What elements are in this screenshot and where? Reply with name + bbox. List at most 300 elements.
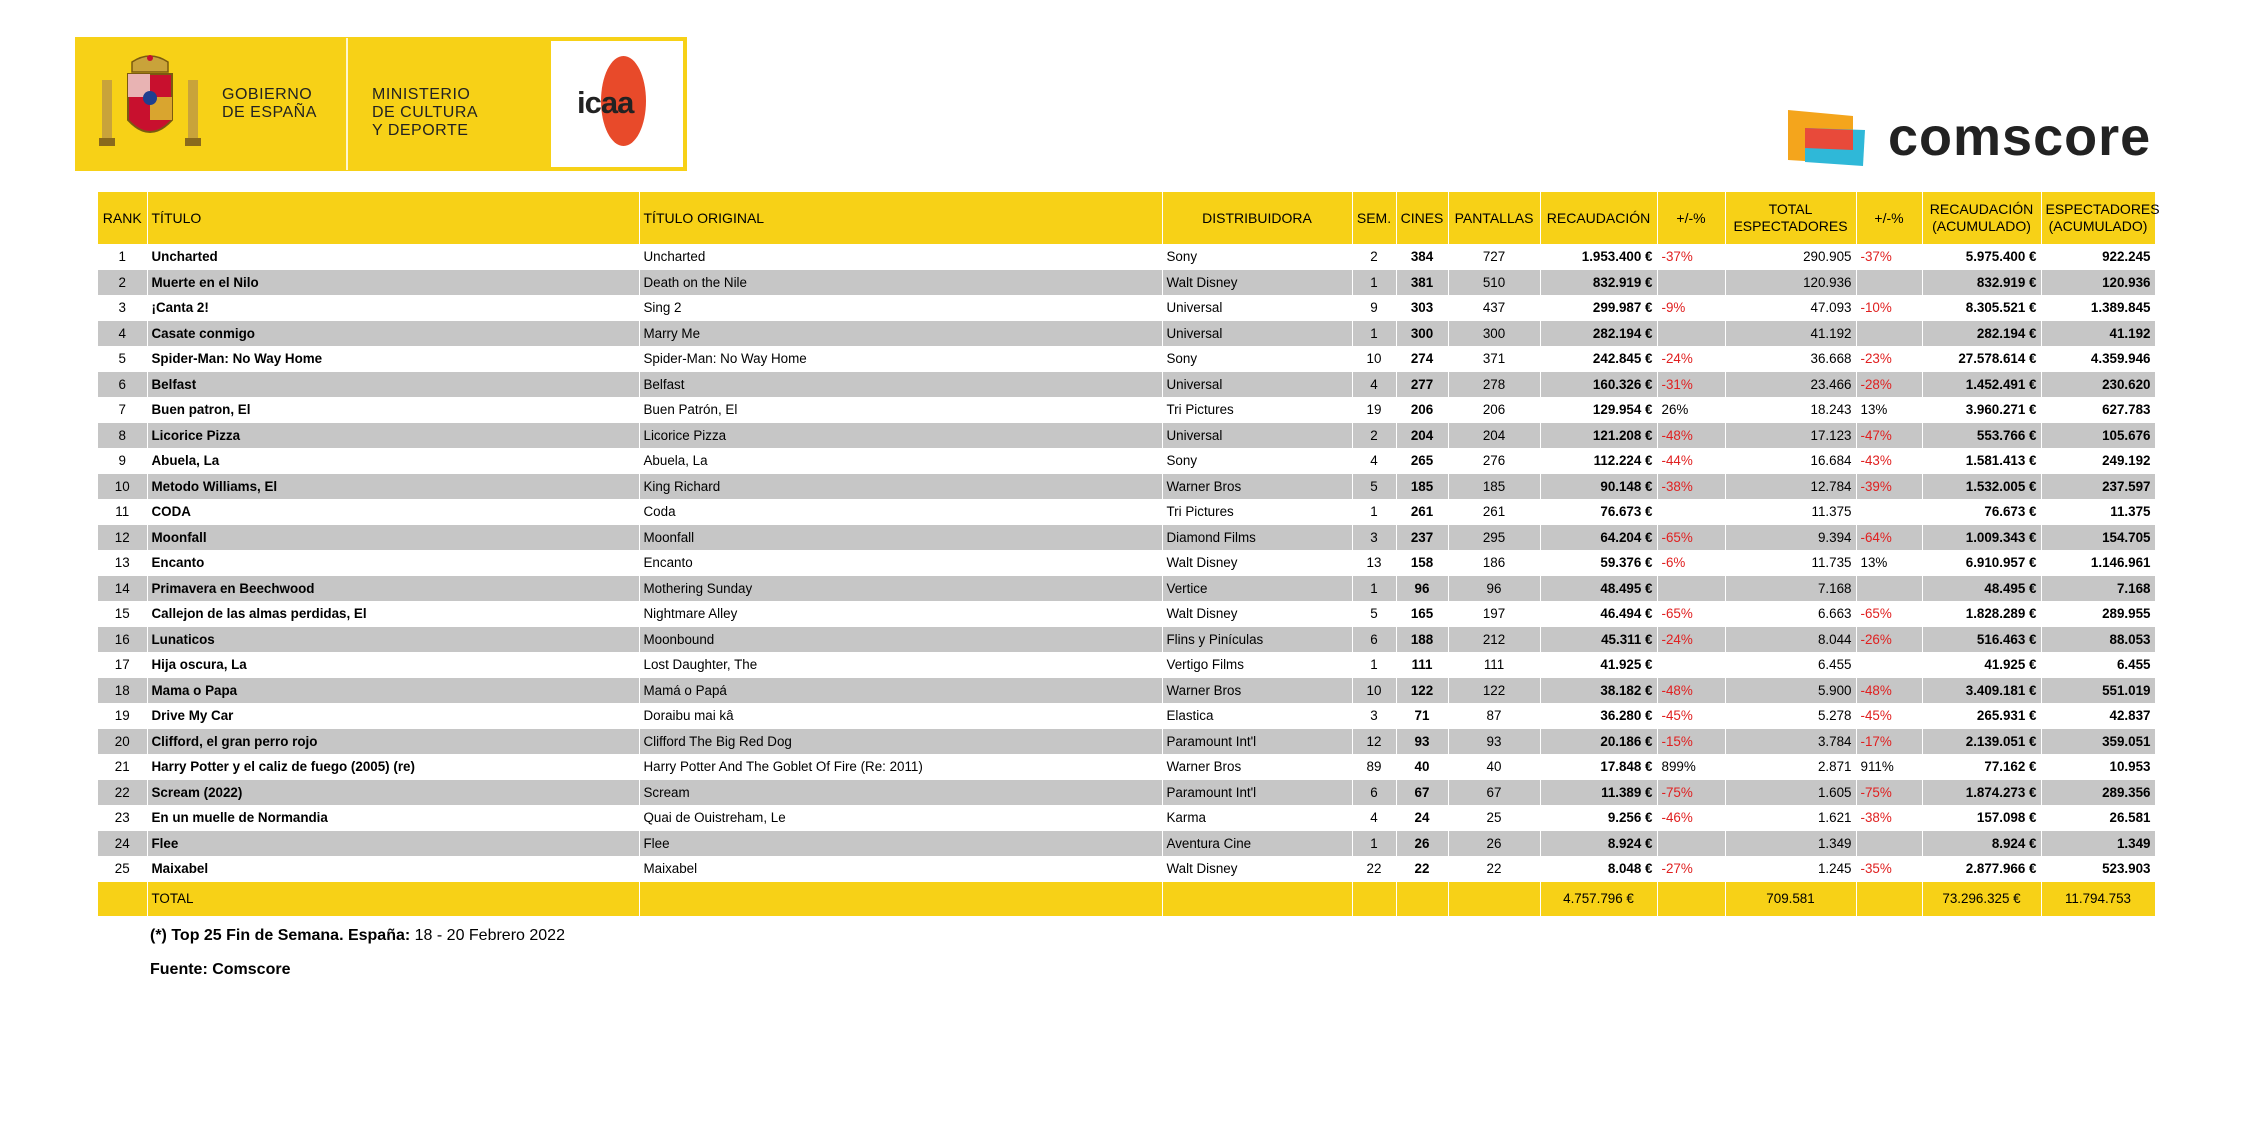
- total-recaudacion-acumulado: 73.296.325 €: [1922, 882, 2041, 916]
- cell-sem: 5: [1352, 601, 1396, 627]
- banner-divider: [346, 38, 348, 170]
- header-total-espectadores: TOTAL ESPECTADORES: [1725, 192, 1856, 244]
- cell-racu: 1.452.491 €: [1922, 372, 2041, 398]
- cell-rank: 17: [98, 652, 147, 678]
- cell-v2: -39%: [1856, 474, 1922, 500]
- cell-v2: -10%: [1856, 295, 1922, 321]
- cell-esp: 36.668: [1725, 346, 1856, 372]
- cell-racu: 3.409.181 €: [1922, 678, 2041, 704]
- cell-sem: 3: [1352, 703, 1396, 729]
- comscore-mark-icon: [1785, 106, 1875, 176]
- cell-rec: 129.954 €: [1540, 397, 1657, 423]
- cell-original: Scream: [639, 780, 1162, 806]
- cell-rec: 160.326 €: [1540, 372, 1657, 398]
- cell-pant: 111: [1448, 652, 1540, 678]
- cell-v2: -43%: [1856, 448, 1922, 474]
- cell-rec: 76.673 €: [1540, 499, 1657, 525]
- cell-rec: 41.925 €: [1540, 652, 1657, 678]
- cell-cines: 93: [1396, 729, 1448, 755]
- cell-esp: 16.684: [1725, 448, 1856, 474]
- table-row: [98, 372, 2155, 398]
- cell-sem: 2: [1352, 244, 1396, 270]
- cell-sem: 4: [1352, 448, 1396, 474]
- table-row: [98, 729, 2155, 755]
- cell-original: King Richard: [639, 474, 1162, 500]
- cell-eacu: 237.597: [2041, 474, 2155, 500]
- cell-eacu: 120.936: [2041, 270, 2155, 296]
- cell-sem: 10: [1352, 346, 1396, 372]
- cell-original: Mothering Sunday: [639, 576, 1162, 602]
- cell-cines: 384: [1396, 244, 1448, 270]
- cell-cines: 71: [1396, 703, 1448, 729]
- cell-esp: 41.192: [1725, 321, 1856, 347]
- cell-v2: -26%: [1856, 627, 1922, 653]
- cell-rank: 12: [98, 525, 147, 551]
- cell-eacu: 249.192: [2041, 448, 2155, 474]
- cell-original: Mamá o Papá: [639, 678, 1162, 704]
- cell-racu: 27.578.614 €: [1922, 346, 2041, 372]
- cell-eacu: 230.620: [2041, 372, 2155, 398]
- cell-esp: 5.278: [1725, 703, 1856, 729]
- source-line: Fuente: Comscore: [150, 961, 291, 978]
- header-espectadores-acumulado: ESPECTADORES (ACUMULADO): [2041, 192, 2155, 244]
- cell-cines: 237: [1396, 525, 1448, 551]
- cell-rank: 19: [98, 703, 147, 729]
- cell-racu: 832.919 €: [1922, 270, 2041, 296]
- cell-esp: 47.093: [1725, 295, 1856, 321]
- cell-sem: 6: [1352, 627, 1396, 653]
- cell-original: Spider-Man: No Way Home: [639, 346, 1162, 372]
- header-var2: +/-%: [1856, 192, 1922, 244]
- cell-original: Clifford The Big Red Dog: [639, 729, 1162, 755]
- cell-eacu: 154.705: [2041, 525, 2155, 551]
- cell-cines: 381: [1396, 270, 1448, 296]
- cell-original: Nightmare Alley: [639, 601, 1162, 627]
- cell-v2: -17%: [1856, 729, 1922, 755]
- cell-rank: 15: [98, 601, 147, 627]
- cell-v2: [1856, 321, 1922, 347]
- cell-rank: 16: [98, 627, 147, 653]
- cell-dist: Elastica: [1162, 703, 1352, 729]
- cell-sem: 4: [1352, 805, 1396, 831]
- cell-cines: 111: [1396, 652, 1448, 678]
- cell-v1: [1657, 576, 1725, 602]
- cell-dist: Universal: [1162, 372, 1352, 398]
- cell-rank: 1: [98, 244, 147, 270]
- cell-titulo: Clifford, el gran perro rojo: [147, 729, 639, 755]
- cell-titulo: En un muelle de Normandia: [147, 805, 639, 831]
- cell-rank: 14: [98, 576, 147, 602]
- cell-rec: 8.048 €: [1540, 856, 1657, 882]
- cell-v1: -46%: [1657, 805, 1725, 831]
- cell-esp: 120.936: [1725, 270, 1856, 296]
- cell-pant: 204: [1448, 423, 1540, 449]
- cell-eacu: 11.375: [2041, 499, 2155, 525]
- cell-v1: -24%: [1657, 627, 1725, 653]
- total-label: TOTAL: [147, 882, 639, 916]
- cell-titulo: Lunaticos: [147, 627, 639, 653]
- coat-of-arms-icon: [98, 52, 202, 156]
- cell-v1: -65%: [1657, 525, 1725, 551]
- cell-rec: 48.495 €: [1540, 576, 1657, 602]
- cell-v1: 899%: [1657, 754, 1725, 780]
- cell-sem: 9: [1352, 295, 1396, 321]
- cell-original: Uncharted: [639, 244, 1162, 270]
- cell-titulo: Hija oscura, La: [147, 652, 639, 678]
- footnote: [150, 927, 565, 945]
- cell-rank: 18: [98, 678, 147, 704]
- cell-titulo: Uncharted: [147, 244, 639, 270]
- cell-pant: 261: [1448, 499, 1540, 525]
- cell-rec: 112.224 €: [1540, 448, 1657, 474]
- header-cines: CINES: [1396, 192, 1448, 244]
- cell-sem: 6: [1352, 780, 1396, 806]
- cell-pant: 276: [1448, 448, 1540, 474]
- table-row: [98, 550, 2155, 576]
- cell-v2: -45%: [1856, 703, 1922, 729]
- header-sem: SEM.: [1352, 192, 1396, 244]
- cell-v1: -75%: [1657, 780, 1725, 806]
- cell-cines: 204: [1396, 423, 1448, 449]
- cell-v1: -27%: [1657, 856, 1725, 882]
- gobierno-banner: [75, 37, 687, 171]
- cell-racu: 76.673 €: [1922, 499, 2041, 525]
- cell-titulo: Buen patron, El: [147, 397, 639, 423]
- header-rank: RANK: [98, 192, 147, 244]
- cell-racu: 1.532.005 €: [1922, 474, 2041, 500]
- cell-pant: 67: [1448, 780, 1540, 806]
- cell-cines: 277: [1396, 372, 1448, 398]
- cell-rank: 21: [98, 754, 147, 780]
- total-espectadores: 709.581: [1725, 882, 1856, 916]
- cell-sem: 19: [1352, 397, 1396, 423]
- footnote-label: (*) Top 25 Fin de Semana. España:: [150, 927, 411, 944]
- cell-cines: 265: [1396, 448, 1448, 474]
- cell-titulo: Callejon de las almas perdidas, El: [147, 601, 639, 627]
- cell-sem: 13: [1352, 550, 1396, 576]
- cell-original: Sing 2: [639, 295, 1162, 321]
- cell-dist: Sony: [1162, 448, 1352, 474]
- cell-rank: 6: [98, 372, 147, 398]
- header-pantallas: PANTALLAS: [1448, 192, 1540, 244]
- cell-v1: -44%: [1657, 448, 1725, 474]
- cell-titulo: CODA: [147, 499, 639, 525]
- cell-pant: 96: [1448, 576, 1540, 602]
- cell-eacu: 1.389.845: [2041, 295, 2155, 321]
- cell-pant: 185: [1448, 474, 1540, 500]
- cell-cines: 261: [1396, 499, 1448, 525]
- cell-esp: 9.394: [1725, 525, 1856, 551]
- cell-cines: 165: [1396, 601, 1448, 627]
- header-distribuidora: DISTRIBUIDORA: [1162, 192, 1352, 244]
- cell-dist: Tri Pictures: [1162, 499, 1352, 525]
- cell-rank: 2: [98, 270, 147, 296]
- cell-eacu: 10.953: [2041, 754, 2155, 780]
- cell-v1: [1657, 652, 1725, 678]
- cell-v2: -23%: [1856, 346, 1922, 372]
- cell-rank: 11: [98, 499, 147, 525]
- cell-cines: 67: [1396, 780, 1448, 806]
- cell-eacu: 289.356: [2041, 780, 2155, 806]
- table-row: [98, 499, 2155, 525]
- table-row: [98, 346, 2155, 372]
- cell-v1: -37%: [1657, 244, 1725, 270]
- cell-pant: 295: [1448, 525, 1540, 551]
- cell-cines: 185: [1396, 474, 1448, 500]
- cell-v1: [1657, 499, 1725, 525]
- cell-pant: 371: [1448, 346, 1540, 372]
- cell-rank: 24: [98, 831, 147, 857]
- cell-original: Abuela, La: [639, 448, 1162, 474]
- cell-cines: 158: [1396, 550, 1448, 576]
- cell-dist: Warner Bros: [1162, 754, 1352, 780]
- cell-racu: 282.194 €: [1922, 321, 2041, 347]
- footnote-dates: 18 - 20 Febrero 2022: [410, 927, 565, 944]
- cell-esp: 1.349: [1725, 831, 1856, 857]
- cell-rank: 7: [98, 397, 147, 423]
- table-row: [98, 780, 2155, 806]
- cell-dist: Sony: [1162, 346, 1352, 372]
- cell-sem: 1: [1352, 576, 1396, 602]
- cell-original: Flee: [639, 831, 1162, 857]
- cell-eacu: 26.581: [2041, 805, 2155, 831]
- cell-titulo: Muerte en el Nilo: [147, 270, 639, 296]
- cell-dist: Vertice: [1162, 576, 1352, 602]
- cell-v1: [1657, 270, 1725, 296]
- cell-rec: 38.182 €: [1540, 678, 1657, 704]
- cell-v1: -45%: [1657, 703, 1725, 729]
- cell-esp: 6.663: [1725, 601, 1856, 627]
- cell-titulo: ¡Canta 2!: [147, 295, 639, 321]
- cell-racu: 553.766 €: [1922, 423, 2041, 449]
- table-row: [98, 321, 2155, 347]
- cell-rank: 8: [98, 423, 147, 449]
- cell-rec: 299.987 €: [1540, 295, 1657, 321]
- cell-cines: 22: [1396, 856, 1448, 882]
- cell-titulo: Flee: [147, 831, 639, 857]
- cell-esp: 11.735: [1725, 550, 1856, 576]
- cell-pant: 25: [1448, 805, 1540, 831]
- cell-sem: 2: [1352, 423, 1396, 449]
- table-row: [98, 448, 2155, 474]
- header-recaudacion: RECAUDACIÓN: [1540, 192, 1657, 244]
- cell-original: Doraibu mai kâ: [639, 703, 1162, 729]
- cell-racu: 1.874.273 €: [1922, 780, 2041, 806]
- cell-sem: 22: [1352, 856, 1396, 882]
- cell-esp: 1.621: [1725, 805, 1856, 831]
- total-espectadores-acumulado: 11.794.753: [2041, 882, 2155, 916]
- cell-v2: 13%: [1856, 397, 1922, 423]
- cell-dist: Warner Bros: [1162, 474, 1352, 500]
- cell-sem: 5: [1352, 474, 1396, 500]
- cell-racu: 1.009.343 €: [1922, 525, 2041, 551]
- table-row: [98, 805, 2155, 831]
- cell-eacu: 6.455: [2041, 652, 2155, 678]
- cell-racu: 1.828.289 €: [1922, 601, 2041, 627]
- cell-rec: 20.186 €: [1540, 729, 1657, 755]
- cell-racu: 157.098 €: [1922, 805, 2041, 831]
- cell-titulo: Primavera en Beechwood: [147, 576, 639, 602]
- cell-v1: -9%: [1657, 295, 1725, 321]
- cell-rec: 90.148 €: [1540, 474, 1657, 500]
- cell-rank: 20: [98, 729, 147, 755]
- cell-cines: 26: [1396, 831, 1448, 857]
- cell-pant: 93: [1448, 729, 1540, 755]
- table-row: [98, 525, 2155, 551]
- cell-sem: 1: [1352, 652, 1396, 678]
- cell-v2: [1856, 831, 1922, 857]
- cell-v1: -48%: [1657, 423, 1725, 449]
- cell-original: Encanto: [639, 550, 1162, 576]
- cell-rank: 4: [98, 321, 147, 347]
- cell-dist: Vertigo Films: [1162, 652, 1352, 678]
- cell-sem: 12: [1352, 729, 1396, 755]
- cell-titulo: Moonfall: [147, 525, 639, 551]
- cell-dist: Walt Disney: [1162, 856, 1352, 882]
- cell-rank: 10: [98, 474, 147, 500]
- cell-dist: Walt Disney: [1162, 270, 1352, 296]
- cell-titulo: Spider-Man: No Way Home: [147, 346, 639, 372]
- cell-esp: 12.784: [1725, 474, 1856, 500]
- cell-rank: 25: [98, 856, 147, 882]
- cell-racu: 48.495 €: [1922, 576, 2041, 602]
- cell-dist: Flins y Pinículas: [1162, 627, 1352, 653]
- cell-racu: 516.463 €: [1922, 627, 2041, 653]
- cell-original: Belfast: [639, 372, 1162, 398]
- cell-v2: [1856, 576, 1922, 602]
- cell-racu: 6.910.957 €: [1922, 550, 2041, 576]
- cell-v2: -48%: [1856, 678, 1922, 704]
- cell-dist: Walt Disney: [1162, 601, 1352, 627]
- cell-original: Death on the Nile: [639, 270, 1162, 296]
- cell-sem: 1: [1352, 499, 1396, 525]
- cell-esp: 18.243: [1725, 397, 1856, 423]
- cell-racu: 8.924 €: [1922, 831, 2041, 857]
- table-row: [98, 295, 2155, 321]
- cell-pant: 40: [1448, 754, 1540, 780]
- cell-titulo: Metodo Williams, El: [147, 474, 639, 500]
- cell-titulo: Abuela, La: [147, 448, 639, 474]
- cell-pant: 510: [1448, 270, 1540, 296]
- cell-esp: 2.871: [1725, 754, 1856, 780]
- cell-rec: 11.389 €: [1540, 780, 1657, 806]
- cell-cines: 122: [1396, 678, 1448, 704]
- cell-esp: 11.375: [1725, 499, 1856, 525]
- cell-dist: Universal: [1162, 295, 1352, 321]
- cell-esp: 1.245: [1725, 856, 1856, 882]
- cell-rec: 8.924 €: [1540, 831, 1657, 857]
- cell-eacu: 4.359.946: [2041, 346, 2155, 372]
- cell-esp: 17.123: [1725, 423, 1856, 449]
- cell-cines: 274: [1396, 346, 1448, 372]
- cell-rec: 45.311 €: [1540, 627, 1657, 653]
- cell-v2: 13%: [1856, 550, 1922, 576]
- cell-v2: -65%: [1856, 601, 1922, 627]
- cell-rank: 13: [98, 550, 147, 576]
- icaa-logo: icaa: [548, 38, 686, 170]
- table-row: [98, 678, 2155, 704]
- cell-rec: 1.953.400 €: [1540, 244, 1657, 270]
- cell-racu: 77.162 €: [1922, 754, 2041, 780]
- cell-cines: 303: [1396, 295, 1448, 321]
- cell-original: Quai de Ouistreham, Le: [639, 805, 1162, 831]
- cell-v2: 911%: [1856, 754, 1922, 780]
- cell-cines: 188: [1396, 627, 1448, 653]
- cell-pant: 26: [1448, 831, 1540, 857]
- cell-eacu: 1.349: [2041, 831, 2155, 857]
- comscore-logo: comscore: [1785, 106, 2165, 176]
- cell-sem: 10: [1352, 678, 1396, 704]
- box-office-table: [98, 192, 2160, 916]
- cell-v2: [1856, 270, 1922, 296]
- cell-dist: Karma: [1162, 805, 1352, 831]
- cell-rec: 46.494 €: [1540, 601, 1657, 627]
- cell-original: Moonfall: [639, 525, 1162, 551]
- cell-rec: 832.919 €: [1540, 270, 1657, 296]
- cell-titulo: Maixabel: [147, 856, 639, 882]
- cell-esp: 6.455: [1725, 652, 1856, 678]
- cell-pant: 278: [1448, 372, 1540, 398]
- cell-cines: 300: [1396, 321, 1448, 347]
- table-row: [98, 652, 2155, 678]
- gobierno-text: GOBIERNO DE ESPAÑA: [222, 86, 317, 121]
- ministerio-text: MINISTERIO DE CULTURA Y DEPORTE: [372, 86, 479, 139]
- cell-pant: 437: [1448, 295, 1540, 321]
- header-titulo-original: TÍTULO ORIGINAL: [639, 192, 1162, 244]
- cell-racu: 41.925 €: [1922, 652, 2041, 678]
- table-header-row: [98, 192, 2155, 244]
- cell-rec: 121.208 €: [1540, 423, 1657, 449]
- cell-eacu: 7.168: [2041, 576, 2155, 602]
- cell-sem: 3: [1352, 525, 1396, 551]
- cell-esp: 23.466: [1725, 372, 1856, 398]
- cell-racu: 3.960.271 €: [1922, 397, 2041, 423]
- cell-dist: Universal: [1162, 321, 1352, 347]
- cell-original: Coda: [639, 499, 1162, 525]
- cell-original: Moonbound: [639, 627, 1162, 653]
- table-row: [98, 474, 2155, 500]
- table-row: [98, 397, 2155, 423]
- cell-v2: -37%: [1856, 244, 1922, 270]
- cell-esp: 7.168: [1725, 576, 1856, 602]
- cell-rank: 5: [98, 346, 147, 372]
- cell-rec: 9.256 €: [1540, 805, 1657, 831]
- cell-eacu: 922.245: [2041, 244, 2155, 270]
- cell-cines: 40: [1396, 754, 1448, 780]
- cell-original: Maixabel: [639, 856, 1162, 882]
- table-row: [98, 627, 2155, 653]
- cell-original: Harry Potter And The Goblet Of Fire (Re: 2011): [639, 754, 1162, 780]
- cell-dist: Sony: [1162, 244, 1352, 270]
- cell-eacu: 359.051: [2041, 729, 2155, 755]
- cell-v2: [1856, 499, 1922, 525]
- cell-v1: -15%: [1657, 729, 1725, 755]
- cell-esp: 1.605: [1725, 780, 1856, 806]
- cell-original: Licorice Pizza: [639, 423, 1162, 449]
- cell-pant: 206: [1448, 397, 1540, 423]
- cell-dist: Warner Bros: [1162, 678, 1352, 704]
- cell-pant: 212: [1448, 627, 1540, 653]
- table-row: [98, 601, 2155, 627]
- cell-sem: 1: [1352, 321, 1396, 347]
- cell-pant: 87: [1448, 703, 1540, 729]
- cell-eacu: 627.783: [2041, 397, 2155, 423]
- header-var1: +/-%: [1657, 192, 1725, 244]
- cell-eacu: 88.053: [2041, 627, 2155, 653]
- cell-rec: 59.376 €: [1540, 550, 1657, 576]
- cell-titulo: Harry Potter y el caliz de fuego (2005) (re): [147, 754, 639, 780]
- table-row: [98, 423, 2155, 449]
